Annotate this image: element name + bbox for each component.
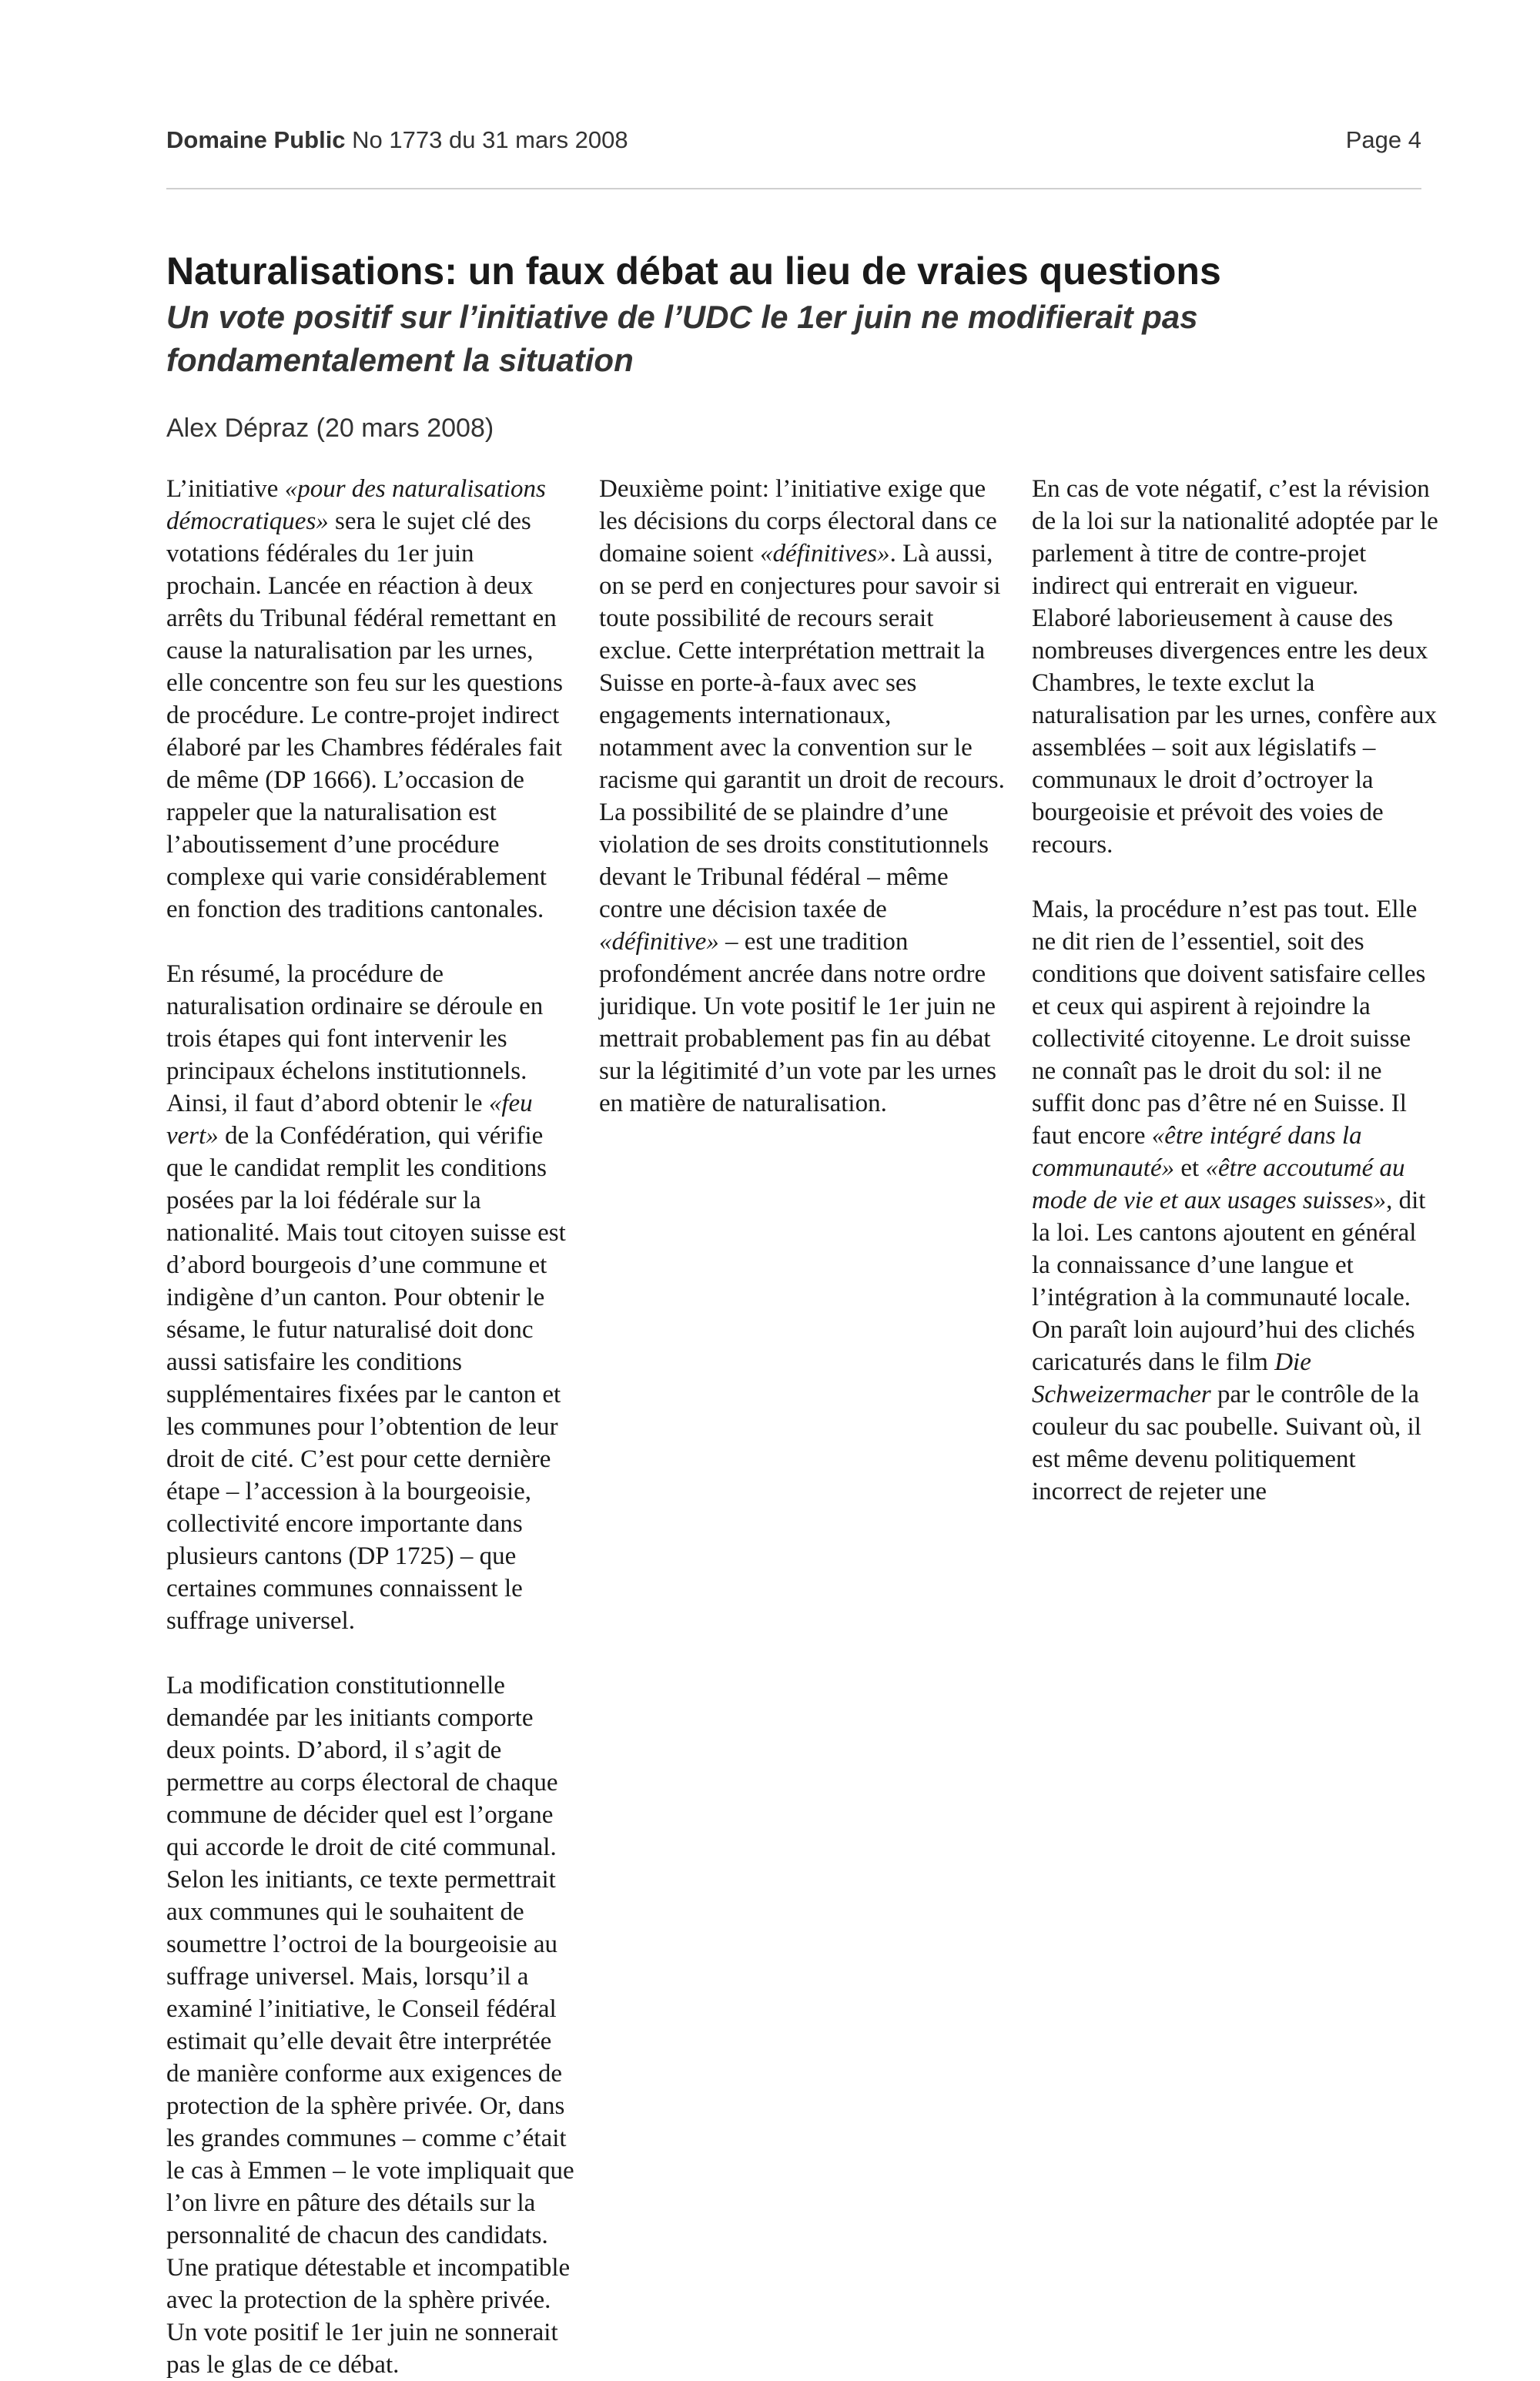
text-run: par le contrôle de la couleur du sac poubelle. Suivant où, il est même devenu politiquement incorrect de rejeter une xyxy=(1032,1381,1421,1505)
text-run: Mais, la procédure n’est pas tout. Elle ne dit rien de l’essentiel, soit des conditions que doivent satisfaire celles et ceux qui aspirent à rejoindre la collectivité citoyenne. Le droit suisse ne connaît pas le droit du sol: il ne suffit donc pas d’être né en Suisse. Il faut encore xyxy=(1032,896,1426,1150)
column-3-flow xyxy=(1032,473,1440,1508)
paragraph-4 xyxy=(599,473,1007,1120)
paragraph-5: En cas de vote négatif, c’est la révision de la loi sur la nationalité adoptée par le parlement à titre de contre-projet indirect qui entrerait en vigueur. Elaboré laborieusement à cause des nombreuses divergences entre les deux Chambres, le texte exclut la naturalisation par les urnes, confère aux assemblées – soit aux législatifs – communaux le droit d’octroyer la bourgeoisie et prévoit des voies de recours. xyxy=(1032,475,1438,859)
quote-italic: «feu vert» xyxy=(166,1090,533,1150)
paragraph-2 xyxy=(166,958,574,1637)
paragraph-1 xyxy=(166,473,574,926)
text-run: et xyxy=(1174,1154,1206,1182)
article-column-1 xyxy=(166,473,574,2379)
text-run: Deuxième point: l’initiative exige que les décisions du corps électoral dans ce domaine soient xyxy=(599,475,997,568)
quote-italic: «être accoutumé au mode de vie et aux usages suisses» xyxy=(1032,1154,1405,1214)
paragraph-3: La modification constitutionnelle demandée par les initiants comporte deux points. D’abord, il s’agit de permettre au corps électoral de chaque commune de décider quel est l’organe qui accorde le droit de cité communal. Selon les initiants, ce texte permettrait aux communes qui le souhaitent de soumettre l’octroi de la bourgeoisie au suffrage universel. Mais, lorsqu’il a examiné l’initiative, le Conseil fédéral estimait qu’elle devait être interprétée de manière conforme aux exigences de protection de la sphère privée. Or, dans les grandes communes – comme c’était le cas à Emmen – le vote impliquait que l’on livre en pâture des détails sur la personnalité de chacun des candidats. Une pratique détestable et incompatible avec la protection de la sphère privée. Un vote positif le 1er juin ne sonnerait pas le glas de ce débat. xyxy=(166,1672,574,2379)
film-title-italic: Die Schweizermacher xyxy=(1032,1348,1311,1408)
text-run: L’initiative xyxy=(166,475,285,503)
header-divider xyxy=(166,188,1421,189)
page-header xyxy=(166,126,1421,162)
text-run: . Là aussi, on se perd en conjectures pour savoir si toute possibilité de recours serait exclue. Cette interprétation mettrait la Suisse en porte-à-faux avec ses engagements internationaux, notamment avec la convention sur le racisme qui garantit un droit de recours. La possibilité de se plaindre d’une violation de ses droits constitutionnels devant le Tribunal fédéral – même contre une décision taxée de xyxy=(599,540,1005,923)
quote-italic: «être intégré dans la communauté» xyxy=(1032,1122,1362,1182)
paragraph-6 xyxy=(1032,893,1440,1508)
column-2-flow xyxy=(599,473,1007,1120)
text-run: sera le sujet clé des votations fédérales du 1er juin prochain. Lancée en réaction à deux arrêts du Tribunal fédéral remettant en cause la naturalisation par les urnes, elle concentre son feu sur les questions de procédure. Le contre-projet indirect élaboré par les Chambres fédérales fait de même (DP 1666). L’occasion de rappeler que la naturalisation est l’aboutissement d’une procédure complexe qui varie considérablement en fonction des traditions cantonales. xyxy=(166,507,564,923)
article-subtitle: Un vote positif sur l’initiative de l’UDC le 1er juin ne modifierait pas fondamentalement la situation xyxy=(166,299,1198,378)
page-number: Page 4 xyxy=(1345,126,1421,153)
issue-info: No 1773 du 31 mars 2008 xyxy=(352,126,628,153)
text-run: , dit la loi. Les cantons ajoutent en général la connaissance d’une langue et l’intégration à la communauté locale. On paraît loin aujourd’hui des clichés caricaturés dans le film xyxy=(1032,1187,1426,1376)
quote-italic: «définitive» xyxy=(599,928,719,956)
text-run: – est une tradition profondément ancrée dans notre ordre juridique. Un vote positif le 1er juin ne mettrait probablement pas fin au débat sur la légitimité d’un vote par les urnes en matière de naturalisation. xyxy=(599,928,996,1117)
article-column-3 xyxy=(1032,473,1440,2036)
quote-italic: «pour des naturalisations démocratiques» xyxy=(166,475,546,535)
text-run: de la Confédération, qui vérifie que le candidat remplit les conditions posées par la loi fédérale sur la nationalité. Mais tout citoyen suisse est d’abord bourgeois d’une commune et indigène d’un canton. Pour obtenir le sésame, le futur naturalisé doit donc aussi satisfaire les conditions supplémentaires fixées par le canton et les communes pour l’obtention de leur droit de cité. C’est pour cette dernière étape – l’accession à la bourgeoisie, collectivité encore importante dans plusieurs cantons (DP 1725) – que certaines communes connaissent le suffrage universel. xyxy=(166,1122,566,1635)
publication-line xyxy=(166,126,628,154)
text-run: En résumé, la procédure de naturalisation ordinaire se déroule en trois étapes qui font intervenir les principaux échelons institutionnels. Ainsi, il faut d’abord obtenir le xyxy=(166,960,544,1117)
publication-name: Domaine Public xyxy=(166,126,346,153)
article-byline: Alex Dépraz (20 mars 2008) xyxy=(166,414,494,443)
article-column-2 xyxy=(599,473,1007,2036)
article-title: Naturalisations: un faux débat au lieu de vraies questions xyxy=(166,249,1221,293)
quote-italic: «définitives» xyxy=(759,540,890,568)
